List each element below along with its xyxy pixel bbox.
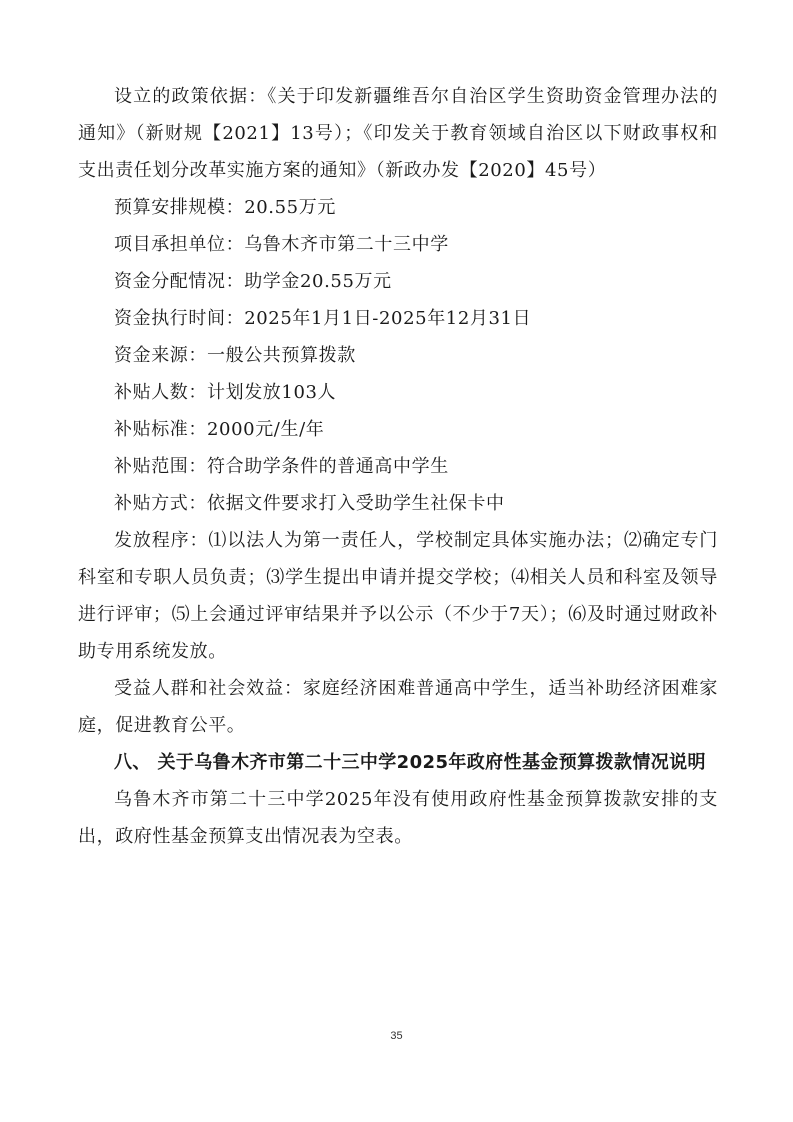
page-number: 35 — [390, 1030, 403, 1042]
beneficiaries-paragraph: 受益人群和社会效益：家庭经济困难普通高中学生，适当补助经济困难家庭，促进教育公平。 — [78, 678, 718, 736]
fund-allocation-line: 资金分配情况：助学金20.55万元 — [114, 271, 392, 292]
document-body — [78, 78, 718, 855]
subsidy-method-line: 补贴方式：依据文件要求打入受助学生社保卡中 — [114, 493, 505, 514]
subsidy-count-line: 补贴人数：计划发放103人 — [114, 382, 337, 403]
fund-source-line: 资金来源：一般公共预算拨款 — [114, 345, 356, 366]
section-heading: 八、 关于乌鲁木齐市第二十三中学2025年政府性基金预算拨款情况说明 — [114, 752, 706, 773]
distribution-procedure-paragraph: 发放程序：⑴以法人为第一责任人，学校制定具体实施办法；⑵确定专门科室和专职人员负责；⑶学生提出申请并提交学校；⑷相关人员和科室及领导进行评审；⑸上会通过评审结果并予以公示（不少于7天）；⑹及时通过财政补助专用系统发放。 — [78, 530, 718, 662]
government-fund-paragraph: 乌鲁木齐市第二十三中学2025年没有使用政府性基金预算拨款安排的支出，政府性基金预算支出情况表为空表。 — [78, 789, 718, 847]
budget-scale-line: 预算安排规模：20.55万元 — [114, 197, 336, 218]
execution-time-line: 资金执行时间：2025年1月1日-2025年12月31日 — [114, 308, 532, 329]
subsidy-standard-line: 补贴标准：2000元/生/年 — [114, 419, 325, 440]
policy-basis-paragraph: 设立的政策依据：《关于印发新疆维吾尔自治区学生资助资金管理办法的通知》（新财规【2021】13号）；《印发关于教育领域自治区以下财政事权和支出责任划分改革实施方案的通知》（新政办发【2020】45号） — [78, 86, 718, 181]
subsidy-scope-line: 补贴范围：符合助学条件的普通高中学生 — [114, 456, 449, 477]
responsible-unit-line: 项目承担单位：乌鲁木齐市第二十三中学 — [114, 234, 449, 255]
